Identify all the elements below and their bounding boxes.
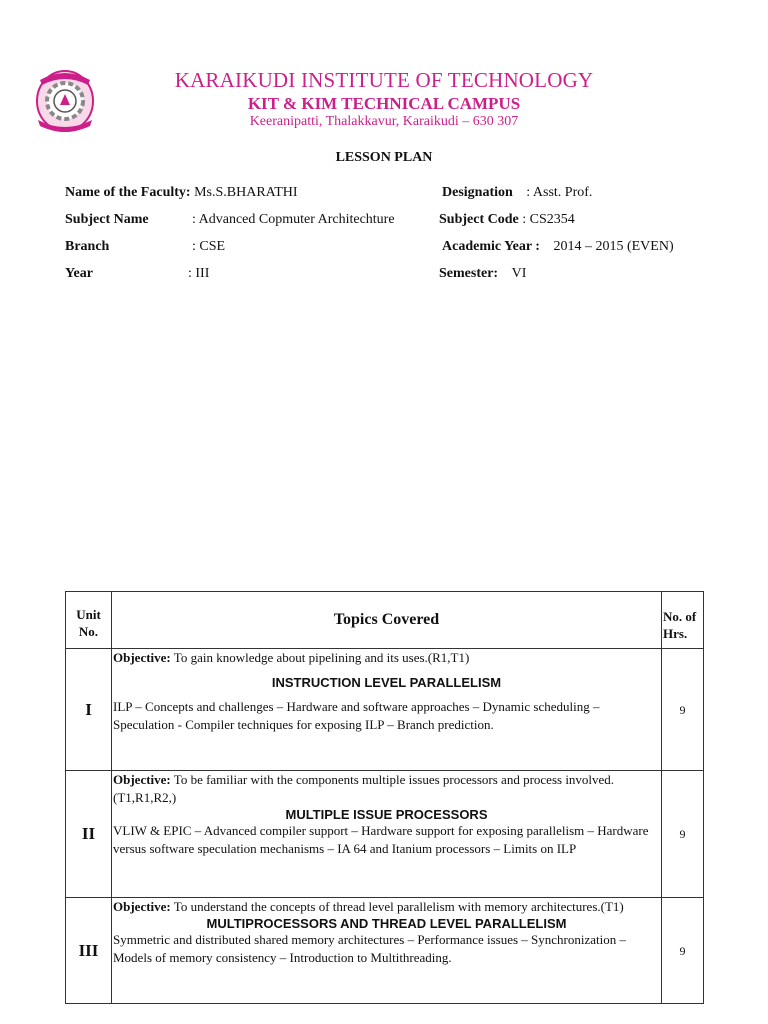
lesson-plan-table (65, 591, 704, 1004)
branch-label: Branch (65, 239, 110, 254)
campus-name: KIT & KIM TECHNICAL CAMPUS (247, 94, 521, 113)
semester-row (439, 266, 526, 282)
subject-name-row (65, 212, 149, 228)
academic-year-value: 2014 – 2015 (EVEN) (553, 239, 674, 254)
unit-title: MULTIPLE ISSUE PROCESSORS (285, 807, 488, 822)
unit-hours: 9 (679, 827, 686, 841)
objective (113, 771, 660, 807)
subject-code-row (439, 212, 575, 228)
table-header-row (66, 592, 704, 649)
table-row (66, 898, 704, 1004)
faculty-label: Name of the Faculty: (65, 185, 191, 200)
unit-description: Symmetric and distributed shared memory architectures – Performance issues – Synchronization – Models of memory consistency – Introduction to Multithreading. (113, 932, 626, 965)
objective-text: To gain knowledge about pipelining and its uses.(R1,T1) (170, 650, 470, 665)
objective-text: To be familiar with the components multiple issues processors and process involved.(T1,R1,R2,) (113, 772, 615, 805)
objective (113, 649, 660, 667)
unit-description: VLIW & EPIC – Advanced compiler support – Hardware support for exposing parallelism – Hardware versus software speculation mechanisms – IA 64 and Itanium processors – Limits on ILP (113, 823, 649, 856)
year-row (65, 266, 93, 282)
objective-label: Objective: (113, 650, 171, 665)
year-label: Year (65, 266, 93, 281)
document-title: LESSON PLAN (335, 150, 433, 165)
objective (113, 898, 660, 916)
semester-label: Semester: (439, 266, 499, 281)
objective-label: Objective: (113, 772, 171, 787)
academic-year-label: Academic Year : (442, 239, 540, 254)
objective-label: Objective: (113, 899, 171, 914)
college-emblem-icon (34, 68, 96, 134)
unit-number: II (81, 824, 96, 843)
academic-year-row (442, 239, 674, 255)
designation-value: : Asst. Prof. (526, 185, 593, 200)
unit-title: INSTRUCTION LEVEL PARALLELISM (271, 675, 502, 690)
header-hours: No. of Hrs. (662, 592, 704, 649)
institute-name: KARAIKUDI INSTITUTE OF TECHNOLOGY (174, 68, 594, 92)
table-row (66, 649, 704, 771)
topic-cell (112, 649, 662, 771)
topic-cell (112, 898, 662, 1004)
subject-name-label: Subject Name (65, 212, 149, 227)
topic-cell (112, 771, 662, 898)
designation-label: Designation (442, 185, 513, 200)
faculty-value: Ms.S.BHARATHI (194, 185, 298, 200)
branch-row (65, 239, 109, 255)
header-unit: Unit No. (66, 592, 112, 649)
semester-value: VI (511, 266, 527, 281)
year-value: : III (188, 266, 210, 281)
objective-text: To understand the concepts of thread level parallelism with memory architectures.(T1) (170, 899, 624, 914)
unit-number: I (85, 699, 92, 719)
header-topics: Topics Covered (112, 592, 662, 649)
unit-number: III (78, 940, 99, 960)
subject-name-value: : Advanced Copmuter Architechture (192, 212, 395, 227)
unit-hours: 9 (679, 943, 686, 958)
branch-value: : CSE (192, 239, 226, 254)
unit-title: MULTIPROCESSORS AND THREAD LEVEL PARALLELISM (206, 916, 567, 931)
subject-code-label: Subject Code (439, 212, 519, 227)
table-row (66, 771, 704, 898)
unit-description: ILP – Concepts and challenges – Hardware and software approaches – Dynamic scheduling – Speculation - Compiler techniques for exposing ILP – Branch prediction. (113, 699, 600, 732)
designation-row (442, 185, 592, 201)
subject-code-value: : CS2354 (522, 212, 575, 227)
institute-address: Keeranipatti, Thalakkavur, Karaikudi – 630 307 (249, 114, 519, 129)
unit-hours: 9 (679, 702, 686, 717)
faculty-row (65, 185, 298, 201)
